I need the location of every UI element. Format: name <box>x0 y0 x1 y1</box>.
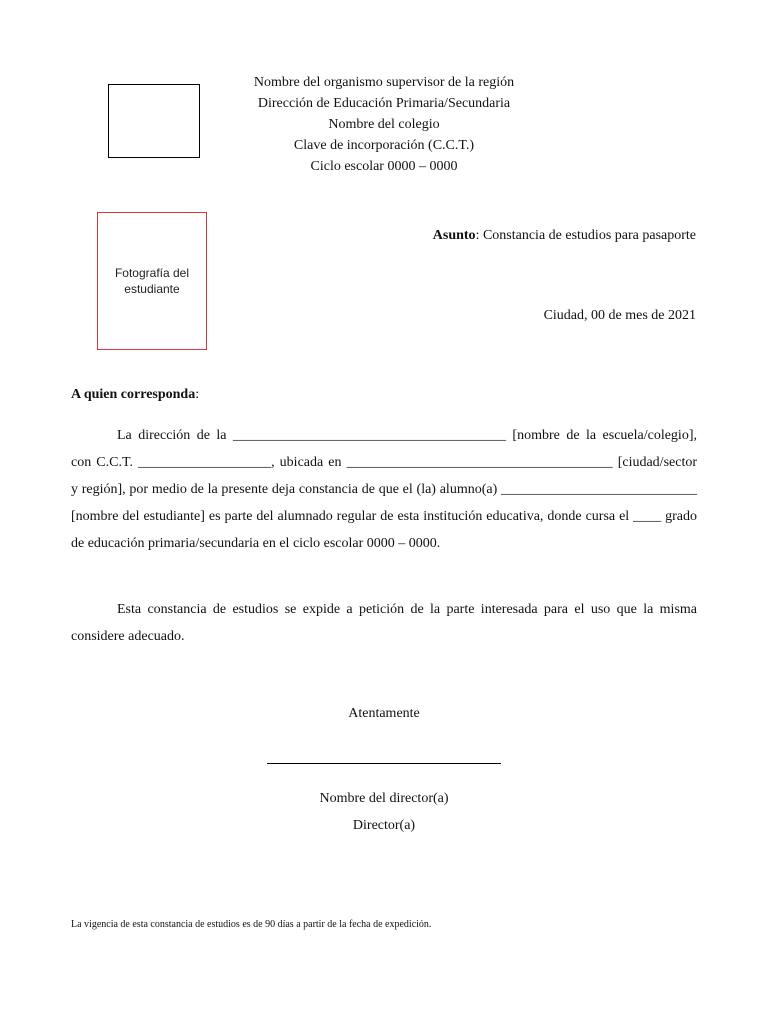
photo-label-line2: estudiante <box>124 282 180 296</box>
signature-line <box>267 763 501 764</box>
school-cycle: Ciclo escolar 0000 – 0000 <box>310 159 458 174</box>
validity-footnote: La vigencia de esta constancia de estudios es de 90 días a partir de la fecha de expedición. <box>71 919 432 930</box>
supervisor-name: Nombre del organismo supervisor de la región <box>253 75 515 90</box>
signer-title: Director(a) <box>352 818 416 833</box>
greeting-text: A quien corresponda <box>71 387 196 402</box>
signer-name: Nombre del director(a) <box>319 791 449 806</box>
letter-date: Ciudad, 00 de mes de 2021 <box>543 308 696 323</box>
school-name: Nombre del colegio <box>328 117 440 132</box>
body-paragraph-1: La dirección de la _______________________________________ [nombre de la escuela/colegio], con C.C.T. ___________________, ubicada en ______________________________________ [ciudad/sector y región], por medio de la presente deja constancia de que el (la) alumno(a) ____________________________ [nombre del estudiante] es parte del alumnado regular de esta institución educativa, donde cursa el ____ grado de educación primaria/secundaria en el ciclo escolar 0000 – 0000. <box>71 428 697 551</box>
student-photo-placeholder <box>97 212 207 350</box>
greeting <box>71 387 199 403</box>
closing: Atentamente <box>348 706 420 721</box>
subject-text: : Constancia de estudios para pasaporte <box>475 228 696 243</box>
incorporation-key: Clave de incorporación (C.C.T.) <box>293 138 475 153</box>
greeting-colon: : <box>195 387 200 402</box>
signer-block <box>200 785 568 839</box>
subject-label: Asunto <box>432 228 476 243</box>
body-paragraph-2: Esta constancia de estudios se expide a petición de la parte interesada para el uso que la misma considere adecuado. <box>71 602 697 644</box>
education-direction: Dirección de Educación Primaria/Secundaria <box>257 96 511 111</box>
letterhead <box>200 72 568 177</box>
subject-line <box>433 228 696 244</box>
photo-label-line1: Fotografía del <box>114 266 190 280</box>
logo-placeholder-box <box>108 84 200 158</box>
